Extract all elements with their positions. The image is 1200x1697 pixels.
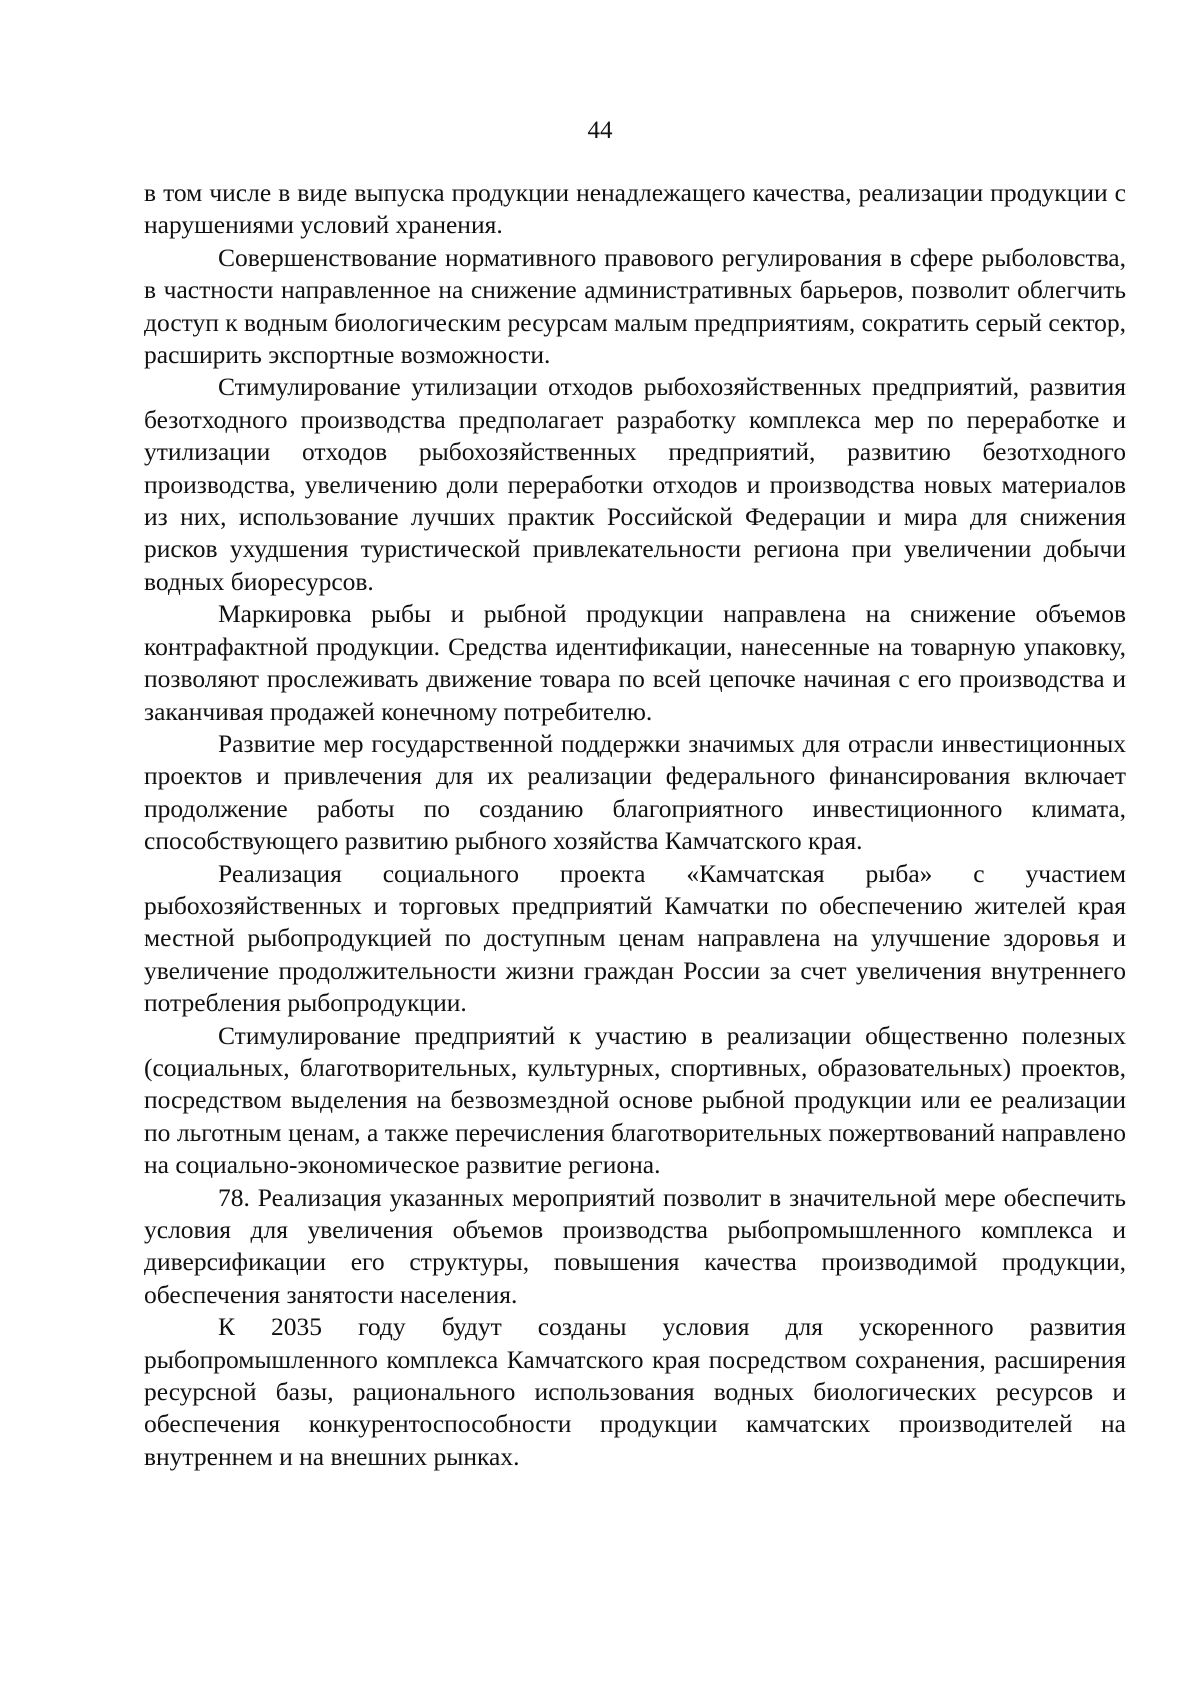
- paragraph-state-support: Развитие мер государственной поддержки значимых для отрасли инвестиционных проектов и привлечения для их реализации федерального финансирования включает продолжение работы по созданию благоприятного инвестиционного климата, способствующего развитию рыбного хозяйства Камчатского края.: [144, 728, 1126, 856]
- page-number: 44: [587, 117, 613, 144]
- paragraph-continuation: в том числе в виде выпуска продукции ненадлежащего качества, реализации продукции с нарушениями условий хранения.: [144, 178, 1126, 240]
- paragraph-2035-outlook: К 2035 году будут созданы условия для ускоренного развития рыбопромышленного комплекса Камчатского края посредством сохранения, расширения ресурсной базы, рационального использования водных биологических ресурсов и обеспечения конкурентоспособности продукции камчатских производителей на внутреннем и на внешних рынках.: [144, 1312, 1126, 1471]
- paragraph-social-project: Реализация социального проекта «Камчатская рыба» с участием рыбохозяйственных и торговых предприятий Камчатки по обеспечению жителей края местной рыбопродукцией по доступным ценам направлена на улучшение здоровья и увеличение продолжительности жизни граждан России за счет увеличения внутреннего потребления рыбопродукции.: [144, 858, 1126, 1018]
- paragraph-regulation: Совершенствование нормативного правового регулирования в сфере рыболовства, в частности направленное на снижение административных барьеров, позволит облегчить доступ к водным биологическим ресурсам малым предприятиям, сократить серый сектор, расширить экспортные возможности.: [144, 242, 1126, 370]
- paragraph-labeling: Маркировка рыбы и рыбной продукции направлена на снижение объемов контрафактной продукции. Средства идентификации, нанесенные на товарную упаковку, позволяют прослеживать движение товара по всей цепочке начиная с его производства и заканчивая продажей конечному потребителю.: [144, 599, 1126, 726]
- paragraph-item-78: 78. Реализация указанных мероприятий позволит в значительной мере обеспечить условия для увеличения объемов производства рыбопромышленного комплекса и диверсификации его структуры, повышения качества производимой продукции, обеспечения занятости населения.: [144, 1182, 1126, 1309]
- paragraph-public-projects: Стимулирование предприятий к участию в реализации общественно полезных (социальных, благотворительных, культурных, спортивных, образовательных) проектов, посредством выделения на безвозмездной основе рыбной продукции или ее реализации по льготным ценам, а также перечисления благотворительных пожертвований направлено на социально-экономическое развитие региона.: [144, 1020, 1126, 1180]
- paragraph-waste-utilization: Стимулирование утилизации отходов рыбохозяйственных предприятий, развития безотходного производства предполагает разработку комплекса мер по переработке и утилизации отходов рыбохозяйственных предприятий, развитию безотходного производства, увеличению доли переработки отходов и производства новых материалов из них, использование лучших практик Российской Федерации и мира для снижения рисков ухудшения туристической привлекательности региона при увеличении добычи водных биоресурсов.: [144, 372, 1126, 596]
- document-body: [144, 177, 1126, 1473]
